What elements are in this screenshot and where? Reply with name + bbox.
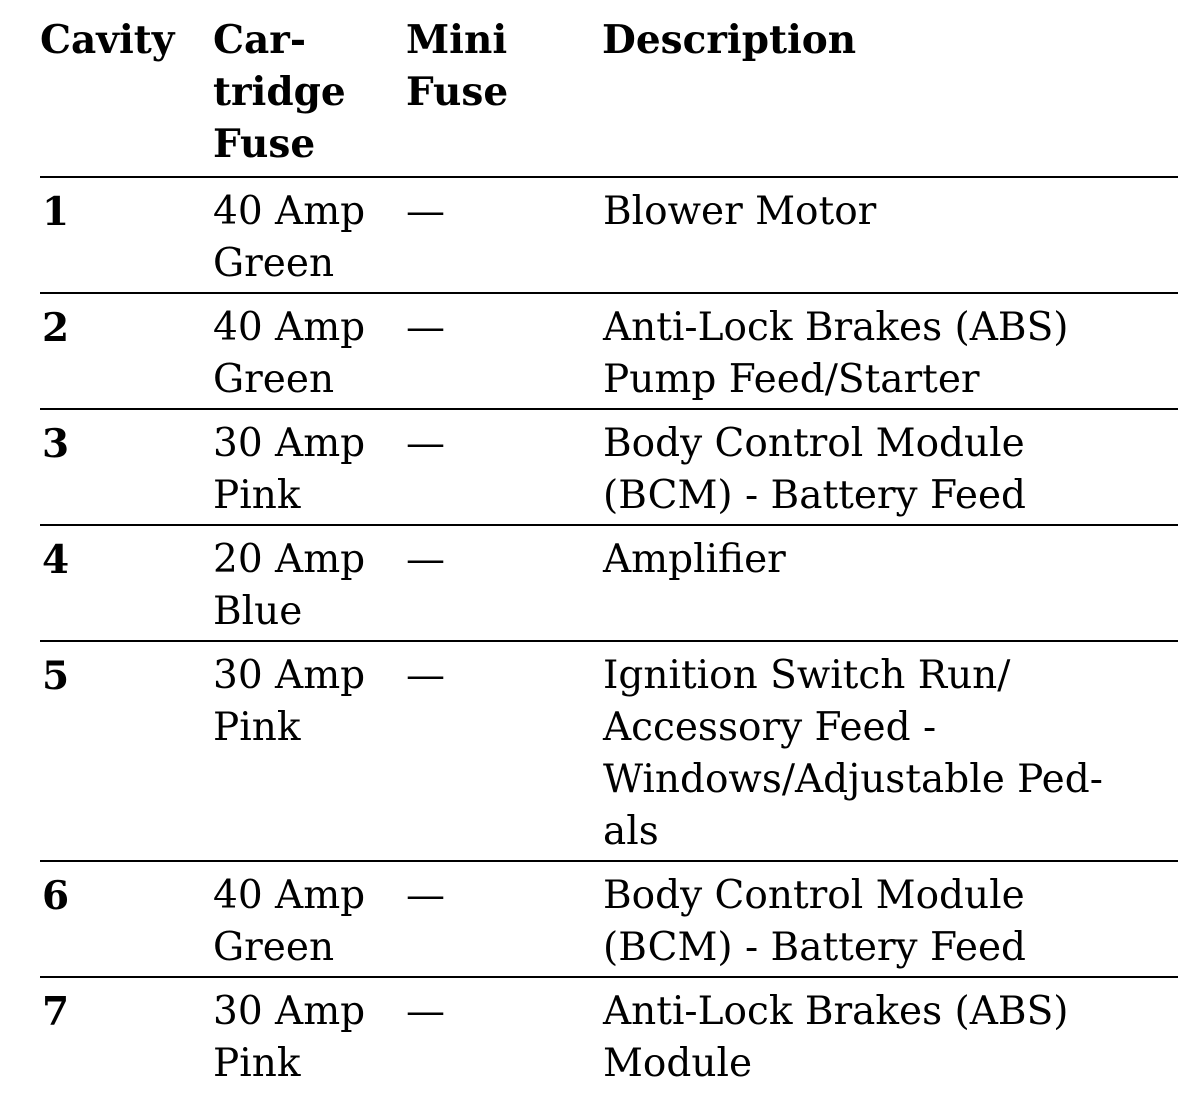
cavity-cell: 4 <box>40 525 213 641</box>
mini-fuse-cell: — <box>406 177 602 293</box>
table-row <box>40 861 1178 977</box>
description-cell: Ignition Switch Run/ Accessory Feed - Windows/Adjustable Ped- als <box>602 641 1178 861</box>
cavity-cell: 2 <box>40 293 213 409</box>
cavity-cell: 7 <box>42 989 70 1035</box>
header-cavity: Cavity <box>40 14 213 177</box>
mini-fuse-cell: — <box>406 641 602 861</box>
mini-fuse-cell: — <box>406 989 445 1034</box>
table-row <box>40 409 1178 525</box>
fuse-table <box>40 14 1178 1092</box>
cartridge-fuse-cell: 20 Amp Blue <box>213 525 406 641</box>
table-row <box>40 977 1178 1092</box>
header-mini-fuse: Mini Fuse <box>406 14 602 177</box>
header-row <box>40 14 1178 177</box>
cartridge-fuse-cell: 30 Amp Pink <box>213 409 406 525</box>
header-cartridge-fuse: Car- tridge Fuse <box>213 14 406 177</box>
cavity-cell: 3 <box>40 409 213 525</box>
cavity-cell: 6 <box>40 861 213 977</box>
description-cell: Anti-Lock Brakes (ABS) Pump Feed/Starter <box>602 293 1178 409</box>
mini-fuse-cell: — <box>406 525 602 641</box>
description-cell: Anti-Lock Brakes (ABS) Module <box>603 989 1069 1086</box>
cartridge-fuse-cell: 40 Amp Green <box>213 861 406 977</box>
description-cell: Blower Motor <box>602 177 1178 293</box>
table-row <box>40 525 1178 641</box>
mini-fuse-cell: — <box>406 409 602 525</box>
description-cell: Amplifier <box>602 525 1178 641</box>
description-cell: Body Control Module (BCM) - Battery Feed <box>602 861 1178 977</box>
cavity-cell: 5 <box>40 641 213 861</box>
header-description: Description <box>602 14 1178 177</box>
table-header <box>40 14 1178 177</box>
table-row <box>40 293 1178 409</box>
cavity-cell: 1 <box>40 177 213 293</box>
cartridge-fuse-cell: 30 Amp Pink <box>213 989 366 1086</box>
table-body <box>40 177 1178 1092</box>
cartridge-fuse-cell: 40 Amp Green <box>213 177 406 293</box>
table-row <box>40 177 1178 293</box>
table-row <box>40 641 1178 861</box>
mini-fuse-cell: — <box>406 293 602 409</box>
description-cell: Body Control Module (BCM) - Battery Feed <box>602 409 1178 525</box>
mini-fuse-cell: — <box>406 861 602 977</box>
cartridge-fuse-cell: 40 Amp Green <box>213 293 406 409</box>
cartridge-fuse-cell: 30 Amp Pink <box>213 641 406 861</box>
